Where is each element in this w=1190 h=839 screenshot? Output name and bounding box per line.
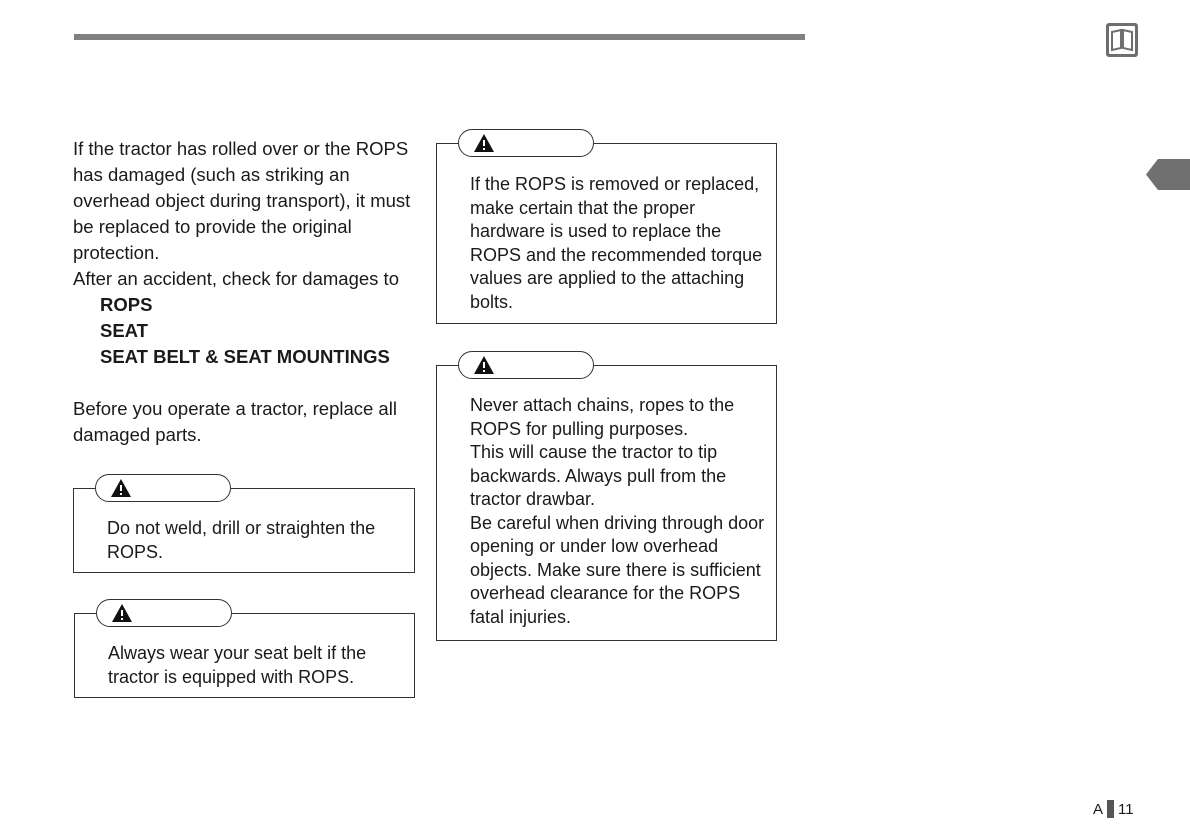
page-number: 11	[1118, 800, 1134, 818]
warning-triangle-icon	[473, 133, 495, 153]
warning-label	[458, 351, 594, 379]
book-icon	[1105, 22, 1139, 58]
check-item: ROPS	[100, 294, 153, 315]
warning-box-weld	[73, 488, 415, 573]
warning-triangle-icon	[473, 355, 495, 375]
warning-text: If the ROPS is removed or replaced, make certain that the proper hardware is used to replace the ROPS and the recommended torque values are applied to the attaching bolts.	[470, 174, 763, 312]
warning-label	[458, 129, 594, 157]
check-item: SEAT	[100, 320, 148, 341]
warning-text: This will cause the tractor to tip backwards. Always pull from the tractor drawbar.	[470, 442, 727, 509]
warning-box-chains	[436, 365, 777, 641]
section-letter: A	[1093, 800, 1104, 818]
paragraph-rollover: If the tractor has rolled over or the ROPS has damaged (such as striking an overhead object during transport), it must be replaced to provide the original protection.	[73, 138, 411, 263]
header-rule	[74, 34, 805, 40]
paragraph-accident: After an accident, check for damages to	[73, 268, 399, 289]
warning-text: Be careful when driving through door opening or under low overhead objects. Make sure there is sufficient overhead clearance for the ROPS fatal injuries.	[470, 512, 765, 627]
warning-box-rops-hardware	[436, 143, 777, 324]
warning-triangle-icon	[110, 478, 132, 498]
warning-label	[95, 474, 231, 502]
warning-text-group	[470, 394, 768, 629]
body-text	[73, 136, 418, 448]
warning-text: Always wear your seat belt if the tractor is equipped with ROPS.	[108, 643, 367, 687]
warning-triangle-icon	[111, 603, 133, 623]
check-list	[73, 292, 418, 370]
warning-box-seatbelt	[74, 613, 415, 698]
check-item: SEAT BELT & SEAT MOUNTINGS	[100, 346, 390, 367]
warning-label	[96, 599, 232, 627]
warning-text: Never attach chains, ropes to the ROPS for pulling purposes.	[470, 395, 735, 439]
warning-text: Do not weld, drill or straighten the ROPS.	[107, 518, 376, 562]
page-footer	[1093, 800, 1134, 818]
paragraph-replace: Before you operate a tractor, replace all damaged parts.	[73, 398, 397, 445]
section-tab	[1146, 159, 1190, 190]
footer-bar	[1107, 800, 1114, 818]
